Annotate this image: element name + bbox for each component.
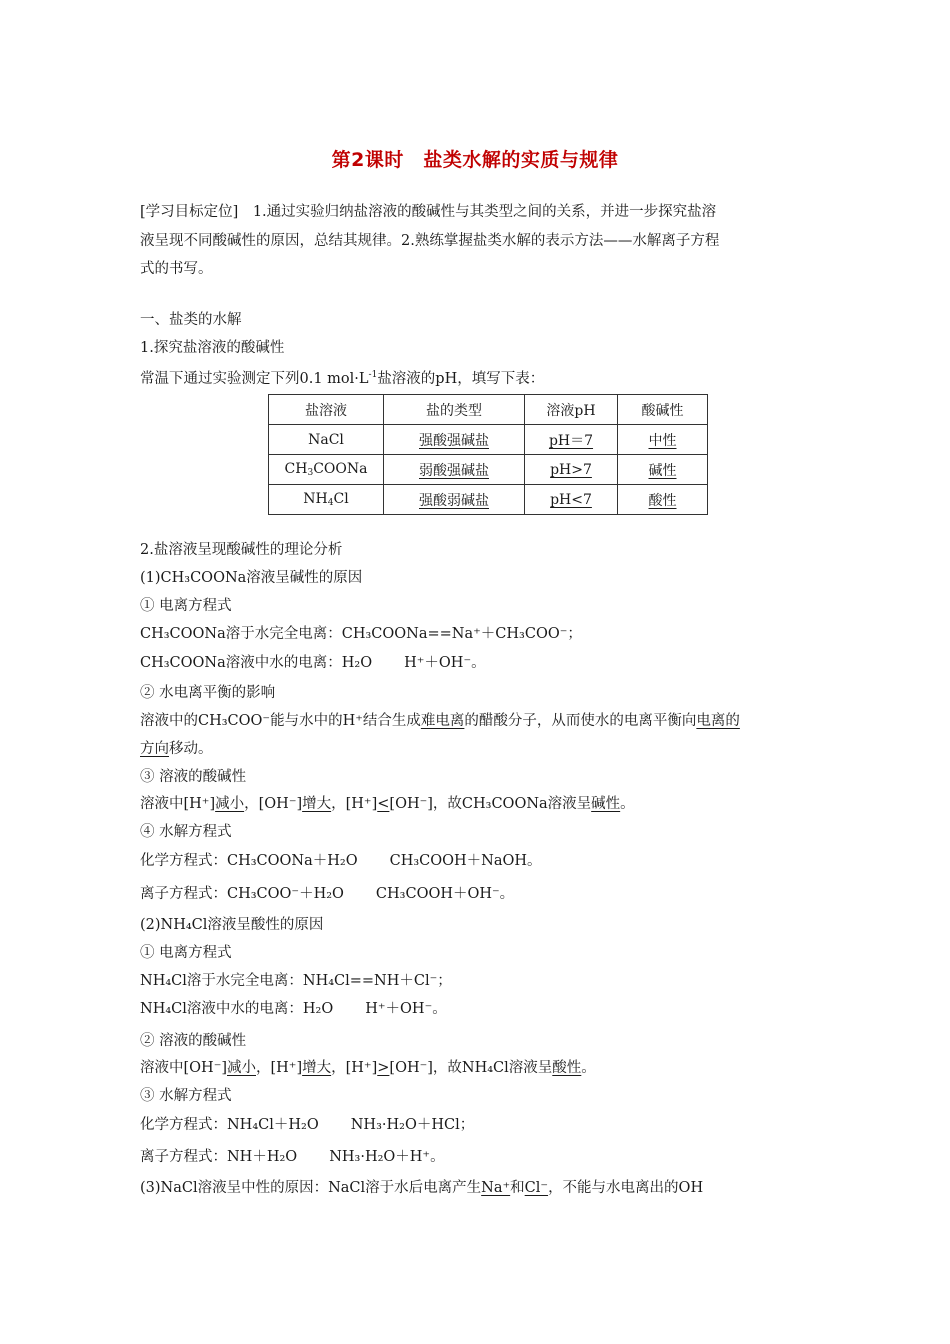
equation-left: 离子方程式：CH₃COO⁻＋H₂O: [140, 886, 344, 902]
answer-blank: 难电离: [420, 713, 465, 729]
text-span: 溶液中[OH⁻]: [140, 1060, 227, 1076]
answer-blank: 酸性: [552, 1060, 582, 1076]
text-span: 移动。: [169, 741, 213, 757]
text-span: ，[OH⁻]: [244, 796, 303, 812]
text-line: [140, 794, 635, 814]
equation-line: [140, 1147, 445, 1167]
item-heading: ② 溶液的酸碱性: [140, 1033, 247, 1049]
salt-name-tail: Cl: [333, 491, 349, 507]
equation-right: NH₃·H₂O＋H⁺。: [329, 1149, 445, 1165]
salt-table: [268, 394, 708, 515]
intro-text-tail: 盐溶液的pH，填写下表：: [377, 371, 545, 387]
equation-line: CH₃COONa溶于水完全电离：CH₃COONa==Na⁺＋CH₃COO⁻；: [140, 626, 582, 642]
item-heading: ③ 水解方程式: [140, 1088, 232, 1104]
equation-line: [140, 653, 486, 673]
ph-cell: [525, 485, 618, 515]
answer-blank: 增大: [302, 1060, 332, 1076]
acidity-value: 酸性: [648, 492, 677, 509]
table-row: [269, 425, 708, 455]
equation-left: 离子方程式：NH＋H₂O: [140, 1149, 298, 1165]
type-cell: [384, 485, 525, 515]
salt-cell: [269, 455, 384, 485]
header-cell: 盐溶液: [269, 395, 384, 425]
equation-right: H⁺＋OH⁻。: [365, 1001, 447, 1017]
salt-type: 弱酸强碱盐: [419, 462, 489, 479]
table-intro: [140, 365, 544, 389]
item-heading: ① 电离方程式: [140, 945, 232, 961]
item-heading: ① 电离方程式: [140, 598, 232, 614]
equation-right: CH₃COOH＋NaOH。: [389, 853, 542, 869]
equation-line: [140, 884, 514, 904]
equation-left: 化学方程式：NH₄Cl＋H₂O: [140, 1117, 319, 1133]
text-span: [OH⁻]，故CH₃COONa溶液呈: [389, 796, 592, 812]
text-span: 和: [510, 1180, 525, 1196]
nature-cell: [618, 455, 708, 485]
text-line: [140, 1178, 703, 1198]
text-span: ，[H⁺]: [256, 1060, 303, 1076]
text-line: [140, 711, 740, 731]
answer-blank: 减小: [215, 796, 245, 812]
salt-cell: [269, 425, 384, 455]
answer-blank: 电离的: [696, 713, 740, 729]
salt-name: NaCl: [308, 431, 344, 448]
salt-subscript: 3: [307, 468, 314, 478]
equation-line: [140, 1115, 474, 1135]
ph-value: pH<7: [550, 491, 592, 508]
text-span: 溶液中的CH₃COO⁻能与水中的H⁺结合生成: [140, 713, 421, 729]
acidity-value: 中性: [648, 432, 677, 449]
answer-blank: 增大: [302, 796, 332, 812]
text-span: 的醋酸分子，从而使水的电离平衡向: [464, 713, 697, 729]
equation-left: NH₄Cl溶液中水的电离：H₂O: [140, 1001, 334, 1017]
answer-blank: 碱性: [591, 796, 621, 812]
subsection-heading: 2.盐溶液呈现酸碱性的理论分析: [140, 542, 343, 558]
equation-left: CH₃COONa溶液中水的电离：H₂O: [140, 655, 373, 671]
section-heading: 一、盐类的水解: [140, 312, 242, 328]
nature-cell: [618, 485, 708, 515]
equation-line: [140, 851, 542, 871]
type-cell: [384, 455, 525, 485]
equation-left: 化学方程式：CH₃COONa＋H₂O: [140, 853, 358, 869]
text-span: ，[H⁺]: [331, 796, 378, 812]
answer-blank: 方向: [140, 741, 169, 757]
salt-name: NH: [303, 491, 328, 507]
text-line: [140, 1058, 596, 1078]
answer-blank: Na⁺: [481, 1180, 511, 1196]
salt-name: CH: [284, 461, 308, 477]
nature-cell: [618, 425, 708, 455]
salt-type: 强酸强碱盐: [419, 432, 489, 449]
objectives-line-3: 式的书写。: [140, 261, 213, 277]
answer-blank: 减小: [227, 1060, 256, 1076]
salt-subscript: 4: [327, 498, 334, 508]
salt-name-tail: COONa: [313, 461, 368, 477]
answer-blank: <: [377, 796, 390, 812]
equation-right: H⁺＋OH⁻。: [404, 655, 486, 671]
intro-text: 常温下通过实验测定下列0.1 mol·L: [140, 371, 369, 387]
text-span: [OH⁻]，故NH₄Cl溶液呈: [389, 1060, 553, 1076]
ph-value: pH>7: [550, 461, 592, 478]
salt-cell: [269, 485, 384, 515]
table-row: [269, 455, 708, 485]
answer-blank: Cl⁻: [524, 1180, 549, 1196]
text-span: ，不能与水电离出的OH: [548, 1180, 704, 1196]
ph-value: pH＝7: [548, 432, 594, 449]
text-span: (3)NaCl溶液呈中性的原因：NaCl溶于水后电离产生: [140, 1180, 482, 1196]
table-header-row: [269, 395, 708, 425]
paragraph-heading: (1)CH₃COONa溶液呈碱性的原因: [140, 570, 363, 586]
intro-superscript: -1: [368, 370, 378, 380]
salt-type: 强酸弱碱盐: [419, 492, 489, 509]
item-heading: ③ 溶液的酸碱性: [140, 769, 247, 785]
objectives-line-2: 液呈现不同酸碱性的原因，总结其规律。2.熟练掌握盐类水解的表示方法——水解离子方程: [140, 233, 720, 249]
equation-line: [140, 999, 447, 1019]
text-span: ，[H⁺]: [331, 1060, 378, 1076]
objectives-line-1: [学习目标定位] 1.通过实验归纳盐溶液的酸碱性与其类型之间的关系，并进一步探究盐溶: [140, 204, 717, 220]
equation-right: CH₃COOH＋OH⁻。: [375, 886, 515, 902]
page-title: 第2课时 盐类水解的实质与规律: [331, 149, 619, 171]
text-span: 溶液中[H⁺]: [140, 796, 216, 812]
item-heading: ② 水电离平衡的影响: [140, 685, 276, 701]
item-heading: ④ 水解方程式: [140, 824, 232, 840]
subsection-heading: 1.探究盐溶液的酸碱性: [140, 340, 285, 356]
type-cell: [384, 425, 525, 455]
answer-blank: >: [377, 1060, 390, 1076]
text-span: 。: [581, 1060, 596, 1076]
header-cell: 盐的类型: [384, 395, 525, 425]
text-line: [140, 739, 213, 759]
equation-line: NH₄Cl溶于水完全电离：NH₄Cl==NH＋Cl⁻；: [140, 973, 452, 989]
header-cell: 溶液pH: [525, 395, 618, 425]
acidity-value: 碱性: [648, 462, 677, 479]
equation-right: NH₃·H₂O＋HCl；: [350, 1117, 475, 1133]
ph-cell: [525, 425, 618, 455]
paragraph-heading: (2)NH₄Cl溶液呈酸性的原因: [140, 917, 324, 933]
table-row: [269, 485, 708, 515]
text-span: 。: [620, 796, 635, 812]
header-cell: 酸碱性: [618, 395, 708, 425]
ph-cell: [525, 455, 618, 485]
